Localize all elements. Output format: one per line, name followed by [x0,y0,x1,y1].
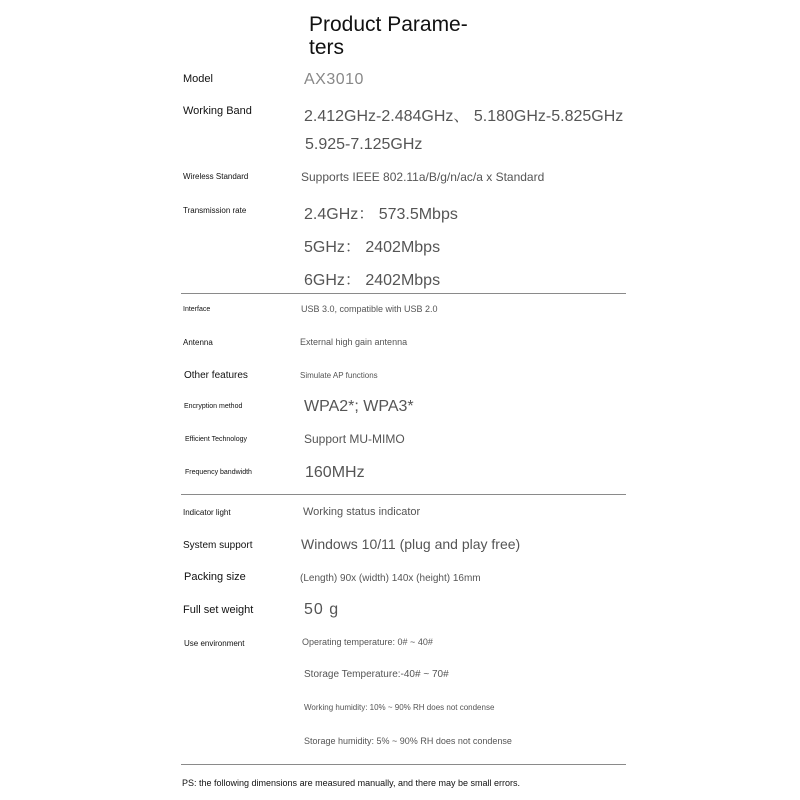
encryption-method-value: WPA2*; WPA3* [304,398,414,415]
indicator-light-label: Indicator light [183,508,231,517]
packing-size-label: Packing size [184,571,246,583]
other-features-label: Other features [184,370,248,381]
use-environment-value-4: Storage humidity: 5% ~ 90% RH does not condense [304,736,512,746]
section-divider-2 [181,494,626,495]
efficient-technology-label: Efficient Technology [185,436,248,443]
use-environment-value-2: Storage Temperature:-40# ~ 70# [304,669,449,680]
transmission-rate-value-1: 2.4GHz： 573.5Mbps [304,206,458,223]
working-band-value-2: 5.925-7.125GHz [305,136,423,153]
transmission-rate-value-3: 6GHz： 2402Mbps [304,272,441,289]
footnote: PS: the following dimensions are measured manually, and there may be small errors. [182,778,520,788]
indicator-light-value: Working status indicator [303,506,421,518]
transmission-rate-value-2: 5GHz： 2402Mbps [304,239,441,256]
frequency-bandwidth-label: Frequency bandwidth [185,469,252,476]
packing-size-value: (Length) 90x (width) 140x (height) 16mm [300,573,481,584]
antenna-label: Antenna [183,338,213,347]
encryption-method-label: Encryption method [184,403,243,410]
system-support-value: Windows 10/11 (plug and play free) [301,536,521,552]
system-support-label: System support [183,540,253,551]
use-environment-value-3: Working humidity: 10% ~ 90% RH does not condense [304,703,495,712]
interface-label: Interface [183,306,211,313]
working-band-label: Working Band [183,105,252,117]
frequency-bandwidth-value: 160MHz [305,464,365,481]
wireless-standard-label: Wireless Standard [183,172,249,181]
other-features-value: Simulate AP functions [300,371,378,380]
page-title-line-1: Product Parame- [309,13,468,36]
efficient-technology-value: Support MU-MIMO [304,432,405,446]
working-band-value-1: 2.412GHz-2.484GHz、 5.180GHz-5.825GHz [304,108,624,125]
model-label: Model [183,73,213,85]
page-title [309,13,468,59]
full-set-weight-value: 50 g [304,601,340,618]
interface-value: USB 3.0, compatible with USB 2.0 [301,304,438,314]
full-set-weight-label: Full set weight [183,604,254,616]
page-title-line-2: ters [309,36,345,59]
section-divider-3 [181,764,626,765]
use-environment-value-1: Operating temperature: 0# ~ 40# [302,637,433,647]
section-divider-1 [181,293,626,294]
model-value: AX3010 [304,71,364,88]
use-environment-label: Use environment [184,639,245,648]
transmission-rate-label: Transmission rate [183,206,247,215]
antenna-value: External high gain antenna [300,337,408,347]
wireless-standard-value: Supports IEEE 802.11a/B/g/n/ac/a x Standard [301,170,545,184]
